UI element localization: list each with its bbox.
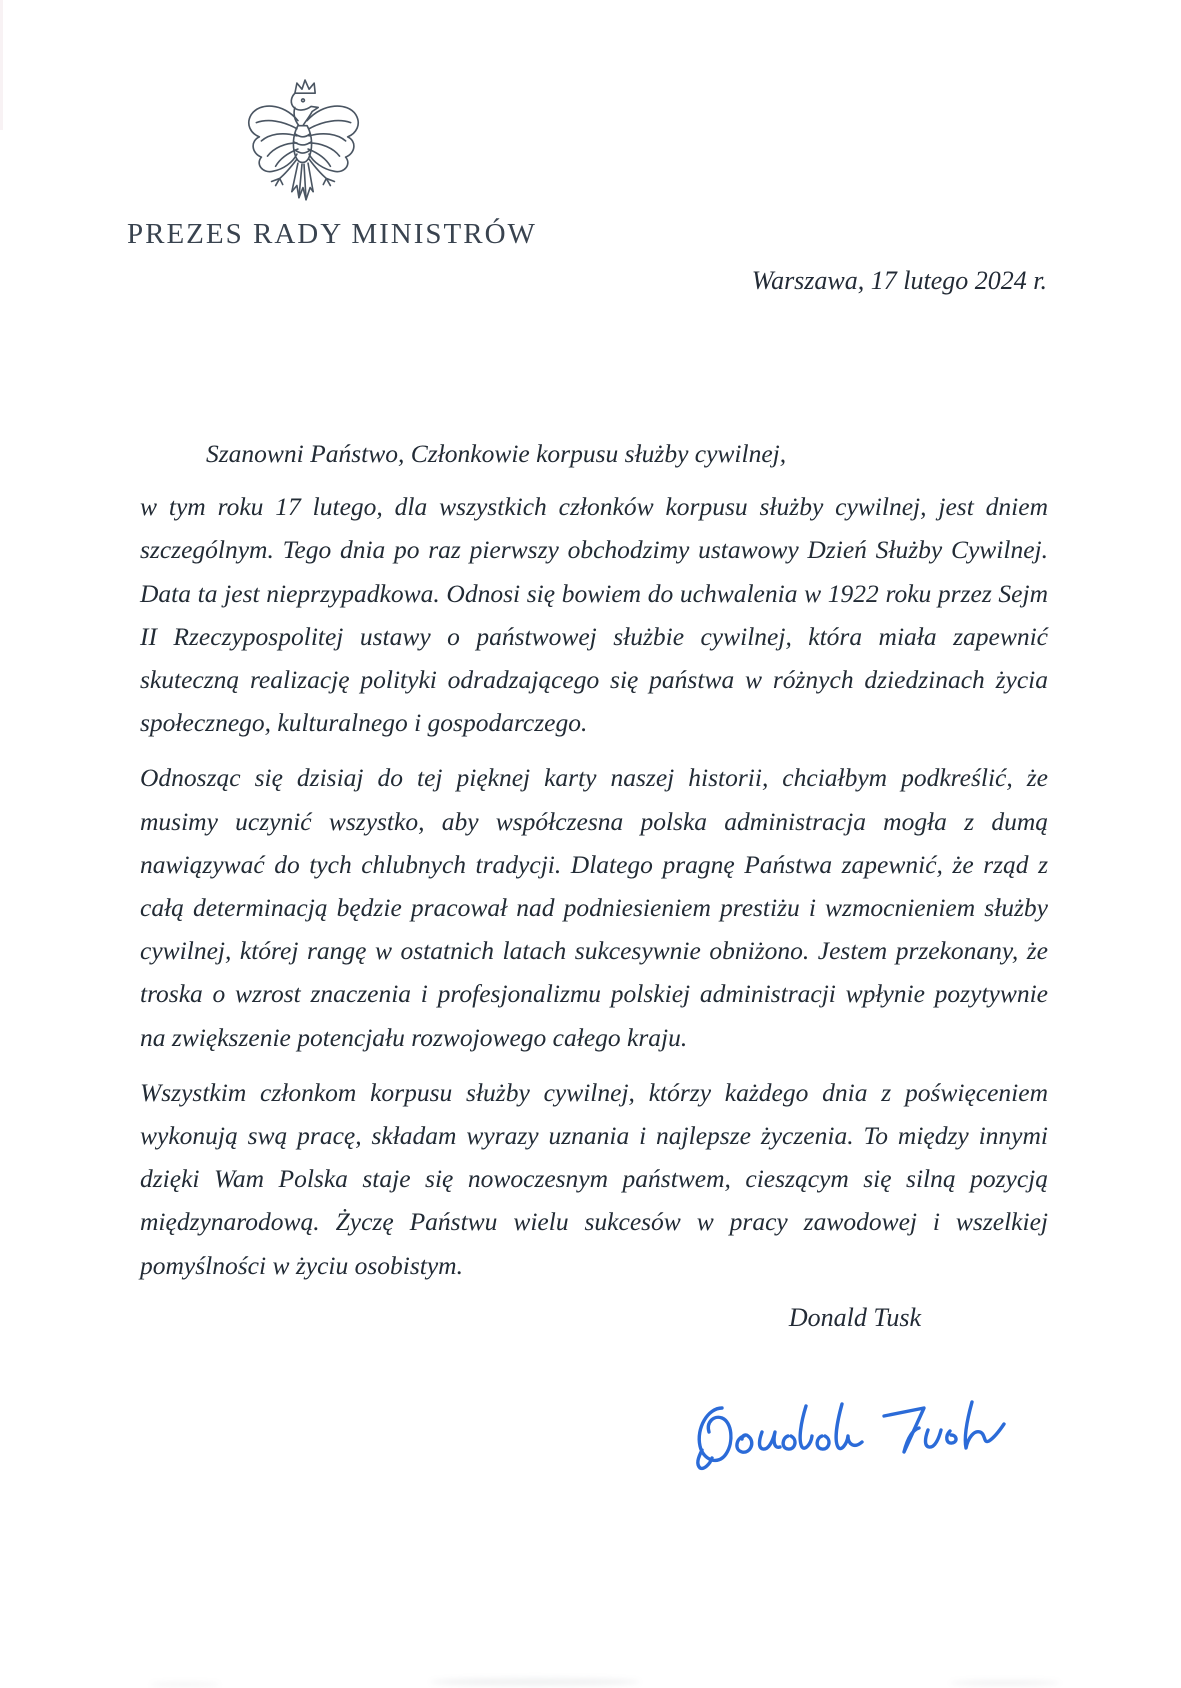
office-title: PREZES RADY MINISTRÓW [127,218,537,250]
paragraph-3: Wszystkim członkom korpusu służby cywilnej, którzy każdego dnia z poświęceniem wykonują swą pracę, składam wyrazy uznania i najlepsze życzenia. To między innymi dzięki Wam Polska staje się nowoczesnym państwem, cieszącym się silną pozycją międzynarodową. Życzę Państwu wielu sukcesów w pracy zawodowej i wszelkiej pomyślności w życiu osobistym. [140,1077,1048,1280]
closing-name: Donald Tusk [788,1303,922,1332]
paragraph-2: Odnosząc się dzisiaj do tej pięknej karty naszej historii, chciałbym podkreślić, że musimy uczynić wszystko, aby współczesna polska administracja mogła z dumą nawiązywać do tych chlubnych tradycji. Dlatego pragnę Państwa zapewnić, że rząd z całą determinacją będzie pracował nad podniesieniem prestiżu i wzmocnieniem służby cywilnej, której rangę w ostatnich latach sukcesywnie obniżono. Jestem przekonany, że troska o wzrost znaczenia i profesjonalizmu polskiej administracji wpłynie pozytywnie na zwiększenie potencjału rozwojowego całego kraju. [140,763,1048,1052]
scan-edge-artifact [0,0,3,130]
salutation: Szanowni Państwo, Członkowie korpusu służby cywilnej, [206,439,787,468]
scan-smudge-artifact [950,1680,1060,1686]
handwritten-signature-donald-tusk [688,1378,1018,1473]
scan-smudge-artifact [150,1682,220,1687]
dateline: Warszawa, 17 lutego 2024 r. [751,266,1047,295]
paragraph-1: w tym roku 17 lutego, dla wszystkich członków korpusu służby cywilnej, jest dniem szczególnym. Tego dnia po raz pierwszy obchodzimy ustawowy Dzień Służby Cywilnej. Data ta jest nieprzypadkowa. Odnosi się bowiem do uchwalenia w 1922 roku przez Sejm II Rzeczypospolitej ustawy o państwowej służbie cywilnej, która miała zapewnić skuteczną realizację polityki odradzającego się państwa w różnych dziedzinach życia społecznego, kulturalnego i gospodarczego. [140,492,1048,738]
letter-body [140,432,1048,1299]
scan-smudge-artifact [430,1678,640,1686]
polish-eagle-emblem-icon [240,76,366,218]
